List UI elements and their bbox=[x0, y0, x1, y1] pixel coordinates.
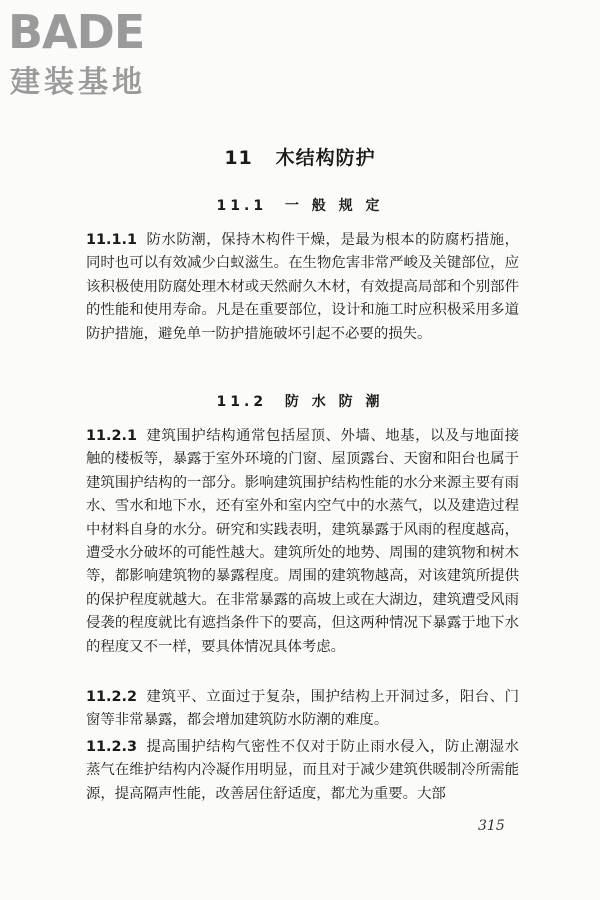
clause-text: 建筑平、立面过于复杂，围护结构上开洞过多，阳台、门窗等非常暴露，都会增加建筑防水防潮的难度。 bbox=[86, 689, 519, 729]
chapter-title bbox=[0, 143, 600, 170]
clause-number: 11.2.2 bbox=[86, 689, 137, 705]
clause-number: 11.2.1 bbox=[86, 428, 137, 444]
section-number: 11.2 bbox=[216, 394, 268, 410]
page-number: 315 bbox=[478, 818, 505, 834]
clause-paragraph bbox=[86, 425, 519, 659]
clause-paragraph bbox=[86, 229, 519, 346]
clause-text: 提高围护结构气密性不仅对于防止雨水侵入，防止潮湿水蒸气在维护结构内冷凝作用明显，而且对于减少建筑供暖制冷所需能源，提高隔声性能，改善居住舒适度，都尤为重要。大部 bbox=[86, 739, 519, 802]
chapter-number: 11 bbox=[224, 147, 253, 169]
clause-paragraph bbox=[86, 686, 519, 733]
logo-subtitle: 建装基地 bbox=[10, 65, 146, 100]
clause-paragraph bbox=[86, 736, 519, 806]
section-heading bbox=[0, 195, 600, 215]
section-number: 11.1 bbox=[216, 198, 268, 214]
clause-text: 建筑围护结构通常包括屋顶、外墙、地基，以及与地面接触的楼板等，暴露于室外环境的门窗、屋顶露台、天窗和阳台也属于建筑围护结构的一部分。影响建筑围护结构性能的水分来源主要有雨水、雪水和地下水，还有室外和室内空气中的水蒸气，以及建造过程中材料自身的水分。研究和实践表明，建筑暴露于风雨的程度越高，遭受水分破坏的可能性越大。建筑所处的地势、周围的建筑物和树木等，都影响建筑物的暴露程度。周围的建筑物越高，对该建筑所提供的保护程度就越大。在非常暴露的高坡上或在大湖边，建筑遭受风雨侵袭的程度就比有遮挡条件下的要高，但这两种情况下暴露于地下水的程度又不一样，要具体情况具体考虑。 bbox=[86, 428, 519, 655]
clause-text: 防水防潮，保持木构件干燥，是最为根本的防腐朽措施，同时也可以有效减少白蚁滋生。在生物危害非常严峻及关键部位，应该积极使用防腐处理木材或天然耐久木材，有效提高局部和个别部件的性能和使用寿命。凡是在重要部位，设计和施工时应积极采用多道防护措施，避免单一防护措施破坏引起不必要的损失。 bbox=[86, 232, 519, 342]
section-title: 一 般 规 定 bbox=[284, 198, 384, 214]
logo-brand: BADE bbox=[8, 5, 145, 59]
clause-number: 11.1.1 bbox=[86, 232, 137, 248]
section-title: 防 水 防 潮 bbox=[284, 394, 384, 410]
chapter-title-text: 木结构防护 bbox=[275, 147, 376, 169]
section-heading bbox=[0, 391, 600, 411]
clause-number: 11.2.3 bbox=[86, 739, 137, 755]
bade-logo bbox=[8, 4, 178, 100]
